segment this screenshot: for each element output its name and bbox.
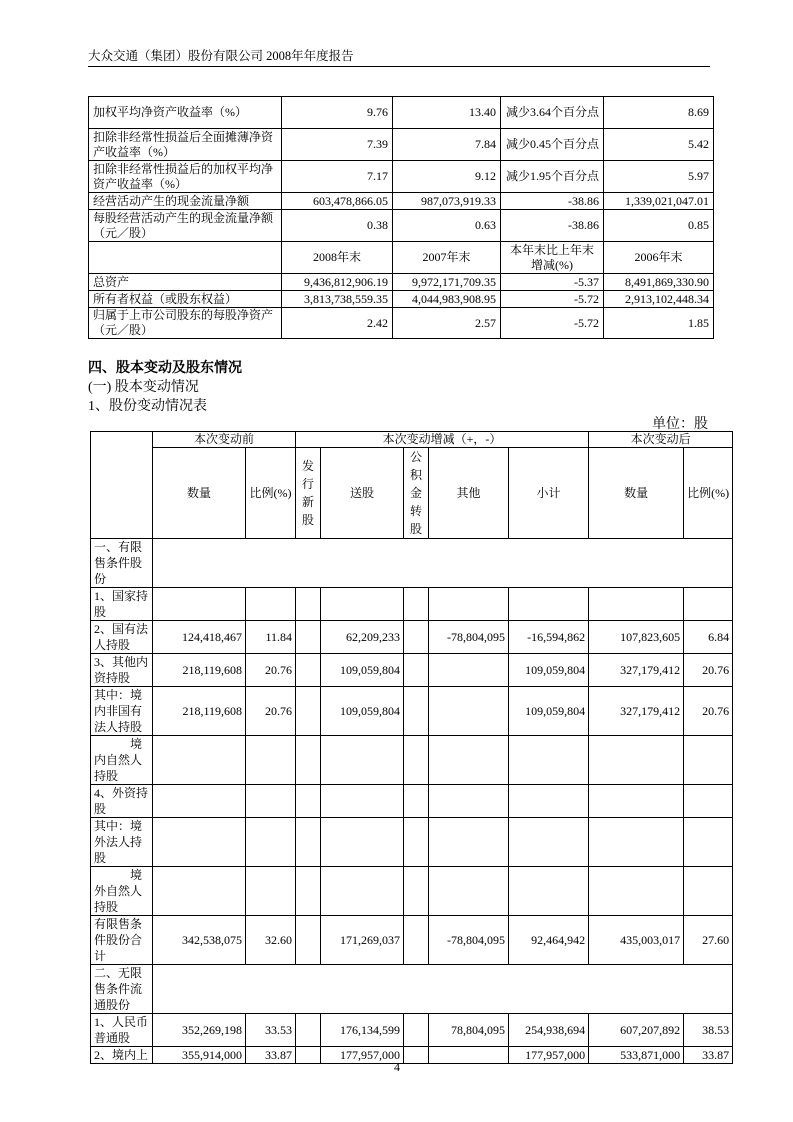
cell-value: 8,491,869,330.90 <box>604 274 714 291</box>
table-row <box>91 1014 733 1047</box>
cell-value: 7.84 <box>393 129 501 161</box>
row-label: 经营活动产生的现金流量净额 <box>89 193 282 210</box>
table-row <box>91 916 733 965</box>
cell-value: 177,957,000 <box>321 1047 404 1064</box>
cell-value <box>153 736 246 785</box>
cell-value: 1.85 <box>604 308 714 339</box>
cell-value: 33.87 <box>246 1047 296 1064</box>
cell-value <box>589 818 684 867</box>
cell-value <box>429 588 509 621</box>
cell-value <box>246 588 296 621</box>
table-row <box>91 588 733 621</box>
cell-value <box>321 867 404 916</box>
cell-value <box>404 818 429 867</box>
cell-value: 177,957,000 <box>509 1047 589 1064</box>
row-label: 总资产 <box>89 274 282 291</box>
row-label: 二、无限售条件流通股份 <box>91 965 153 1014</box>
cell-value <box>684 785 733 818</box>
row-label: 一、有限售条件股份 <box>91 539 153 588</box>
row-label: 境外自然人持股 <box>91 867 153 916</box>
cell-value <box>153 818 246 867</box>
cell-value: 2.42 <box>282 308 393 339</box>
cell-value <box>321 785 404 818</box>
cell-value <box>429 654 509 687</box>
cell-value <box>246 867 296 916</box>
table-row <box>89 291 714 308</box>
cell-value: 109,059,804 <box>509 687 589 736</box>
column-header: 发行新股 <box>296 448 321 539</box>
cell-value <box>153 785 246 818</box>
cell-value: -38.86 <box>501 210 604 242</box>
table-row <box>89 308 714 339</box>
table-row <box>89 274 714 291</box>
group-header: 本次变动增减（+，-） <box>296 432 589 448</box>
table-row <box>89 161 714 193</box>
cell-value: 减少0.45个百分点 <box>501 129 604 161</box>
cell-value: 0.85 <box>604 210 714 242</box>
cell-value <box>509 818 589 867</box>
section-row <box>91 539 733 588</box>
cell-value <box>296 588 321 621</box>
table-row <box>91 736 733 785</box>
cell-value <box>429 818 509 867</box>
cell-value <box>404 621 429 654</box>
column-header: 数量 <box>589 448 684 539</box>
column-header-row <box>91 448 733 539</box>
cell-value: 1,339,021,047.01 <box>604 193 714 210</box>
row-label: 2、国有法人持股 <box>91 621 153 654</box>
cell-value <box>246 785 296 818</box>
cell-value <box>296 785 321 818</box>
cell-value: 355,914,000 <box>153 1047 246 1064</box>
financial-indicators-table <box>88 96 714 339</box>
cell-value <box>684 867 733 916</box>
cell-value <box>684 818 733 867</box>
empty-section-cell <box>153 965 733 1014</box>
row-label: 扣除非经常性损益后的加权平均净资产收益率（%） <box>89 161 282 193</box>
section-heading: 四、股本变动及股东情况 <box>88 361 242 376</box>
table-row <box>91 785 733 818</box>
cell-value <box>429 785 509 818</box>
cell-value: 7.17 <box>282 161 393 193</box>
cell-value: 78,804,095 <box>429 1014 509 1047</box>
cell-value: 20.76 <box>246 654 296 687</box>
cell-value: 20.76 <box>684 687 733 736</box>
cell-value: 352,269,198 <box>153 1014 246 1047</box>
cell-value: 124,418,467 <box>153 621 246 654</box>
cell-value <box>429 736 509 785</box>
column-header: 2007年末 <box>393 242 501 274</box>
cell-value <box>404 1014 429 1047</box>
cell-value <box>404 867 429 916</box>
cell-value: 6.84 <box>684 621 733 654</box>
cell-value: -78,804,095 <box>429 621 509 654</box>
cell-value: 109,059,804 <box>321 687 404 736</box>
cell-value <box>296 1047 321 1064</box>
row-label: 其中：境内非国有法人持股 <box>91 687 153 736</box>
table-row <box>91 687 733 736</box>
document-header-title: 大众交通（集团）股份有限公司 2008年年度报告 <box>88 49 354 63</box>
column-header: 数量 <box>153 448 246 539</box>
cell-value: -38.86 <box>501 193 604 210</box>
column-header: 本年末比上年末增减(%) <box>501 242 604 274</box>
table-row <box>89 129 714 161</box>
cell-value <box>684 588 733 621</box>
cell-value: 8.69 <box>604 97 714 129</box>
cell-value: 20.76 <box>684 654 733 687</box>
cell-value <box>404 736 429 785</box>
cell-value: 减少3.64个百分点 <box>501 97 604 129</box>
cell-value <box>429 867 509 916</box>
cell-value <box>296 1014 321 1047</box>
cell-value <box>296 916 321 965</box>
cell-value <box>296 654 321 687</box>
cell-value <box>404 916 429 965</box>
column-header: 比例(%) <box>246 448 296 539</box>
cell-value: 171,269,037 <box>321 916 404 965</box>
cell-value: 27.60 <box>684 916 733 965</box>
cell-value: 11.84 <box>246 621 296 654</box>
cell-value: 342,538,075 <box>153 916 246 965</box>
cell-value <box>153 588 246 621</box>
cell-value <box>589 867 684 916</box>
cell-value: 533,871,000 <box>589 1047 684 1064</box>
cell-value <box>429 1047 509 1064</box>
cell-value <box>404 687 429 736</box>
cell-value: 62,209,233 <box>321 621 404 654</box>
table-row <box>89 97 714 129</box>
cell-value <box>509 736 589 785</box>
cell-value: 0.38 <box>282 210 393 242</box>
cell-value: 2,913,102,448.34 <box>604 291 714 308</box>
row-label: 所有者权益（或股东权益） <box>89 291 282 308</box>
cell-value <box>321 588 404 621</box>
row-label: 归属于上市公司股东的每股净资产（元／股） <box>89 308 282 339</box>
cell-value <box>296 621 321 654</box>
row-label: 1、国家持股 <box>91 588 153 621</box>
section-row <box>91 965 733 1014</box>
group-header: 本次变动前 <box>153 432 296 448</box>
cell-value: 20.76 <box>246 687 296 736</box>
cell-value <box>246 736 296 785</box>
cell-value <box>321 818 404 867</box>
cell-value <box>509 785 589 818</box>
cell-value: 5.97 <box>604 161 714 193</box>
cell-value: 327,179,412 <box>589 687 684 736</box>
cell-value: -5.72 <box>501 308 604 339</box>
cell-value: 107,823,605 <box>589 621 684 654</box>
cell-value: -5.72 <box>501 291 604 308</box>
subsection-heading: (一) 股本变动情况 <box>88 380 199 395</box>
column-header: 公积金转股 <box>404 448 429 539</box>
cell-value: 254,938,694 <box>509 1014 589 1047</box>
cell-value <box>296 736 321 785</box>
cell-value: 109,059,804 <box>509 654 589 687</box>
cell-value: 32.60 <box>246 916 296 965</box>
cell-value: 218,119,608 <box>153 687 246 736</box>
cell-value <box>153 867 246 916</box>
cell-value: 327,179,412 <box>589 654 684 687</box>
cell-value: 4,044,983,908.95 <box>393 291 501 308</box>
cell-value <box>296 867 321 916</box>
cell-value <box>404 588 429 621</box>
cell-value <box>321 736 404 785</box>
table-caption: 1、股份变动情况表 <box>88 399 207 414</box>
cell-value <box>404 654 429 687</box>
column-header: 比例(%) <box>684 448 733 539</box>
row-label: 3、其他内资持股 <box>91 654 153 687</box>
cell-value <box>509 588 589 621</box>
page-number: 4 <box>394 1060 400 1074</box>
cell-value: 435,003,017 <box>589 916 684 965</box>
group-header: 本次变动后 <box>589 432 733 448</box>
cell-value: -5.37 <box>501 274 604 291</box>
cell-value: 9.12 <box>393 161 501 193</box>
row-label: 1、人民币普通股 <box>91 1014 153 1047</box>
row-label: 加权平均净资产收益率（%） <box>89 97 282 129</box>
cell-value: 92,464,942 <box>509 916 589 965</box>
cell-value: 9.76 <box>282 97 393 129</box>
cell-value <box>296 687 321 736</box>
cell-value: -16,594,862 <box>509 621 589 654</box>
cell-value <box>246 818 296 867</box>
column-header: 小计 <box>509 448 589 539</box>
table-row <box>89 193 714 210</box>
cell-value <box>404 1047 429 1064</box>
table-row <box>91 867 733 916</box>
column-header: 其他 <box>429 448 509 539</box>
row-label: 4、外资持股 <box>91 785 153 818</box>
cell-value: 607,207,892 <box>589 1014 684 1047</box>
cell-value <box>429 687 509 736</box>
cell-value: 603,478,866.05 <box>282 193 393 210</box>
cell-value: 33.87 <box>684 1047 733 1064</box>
table-row <box>91 818 733 867</box>
cell-value: 7.39 <box>282 129 393 161</box>
table-header-row <box>89 242 714 274</box>
row-label: 有限售条件股份合计 <box>91 916 153 965</box>
empty-section-cell <box>153 539 733 588</box>
cell-value <box>404 785 429 818</box>
cell-value: -78,804,095 <box>429 916 509 965</box>
cell-value: 0.63 <box>393 210 501 242</box>
cell-value: 9,972,171,709.35 <box>393 274 501 291</box>
table-row <box>89 210 714 242</box>
share-change-table <box>90 431 733 1064</box>
unit-label: 单位：股 <box>652 417 708 432</box>
cell-value: 2.57 <box>393 308 501 339</box>
cell-value: 176,134,599 <box>321 1014 404 1047</box>
cell-value: 218,119,608 <box>153 654 246 687</box>
table-row <box>91 1047 733 1064</box>
row-label: 其中：境外法人持股 <box>91 818 153 867</box>
cell-value: 减少1.95个百分点 <box>501 161 604 193</box>
row-label: 境内自然人持股 <box>91 736 153 785</box>
cell-value <box>296 818 321 867</box>
row-label: 扣除非经常性损益后全面摊薄净资产收益率（%） <box>89 129 282 161</box>
column-header: 2006年末 <box>604 242 714 274</box>
cell-value <box>589 785 684 818</box>
cell-value <box>589 736 684 785</box>
cell-value: 3,813,738,559.35 <box>282 291 393 308</box>
table-row <box>91 654 733 687</box>
cell-value: 38.53 <box>684 1014 733 1047</box>
row-label <box>89 242 282 274</box>
cell-value <box>589 588 684 621</box>
column-header: 送股 <box>321 448 404 539</box>
cell-value: 13.40 <box>393 97 501 129</box>
stub-header-cell <box>91 432 153 539</box>
column-header: 2008年末 <box>282 242 393 274</box>
cell-value <box>684 736 733 785</box>
cell-value: 987,073,919.33 <box>393 193 501 210</box>
header-rule <box>88 66 710 67</box>
cell-value: 9,436,812,906.19 <box>282 274 393 291</box>
row-label: 2、境内上 <box>91 1047 153 1064</box>
row-label: 每股经营活动产生的现金流量净额（元／股） <box>89 210 282 242</box>
cell-value <box>509 867 589 916</box>
group-header-row <box>91 432 733 448</box>
table-row <box>91 621 733 654</box>
cell-value: 33.53 <box>246 1014 296 1047</box>
cell-value: 109,059,804 <box>321 654 404 687</box>
cell-value: 5.42 <box>604 129 714 161</box>
